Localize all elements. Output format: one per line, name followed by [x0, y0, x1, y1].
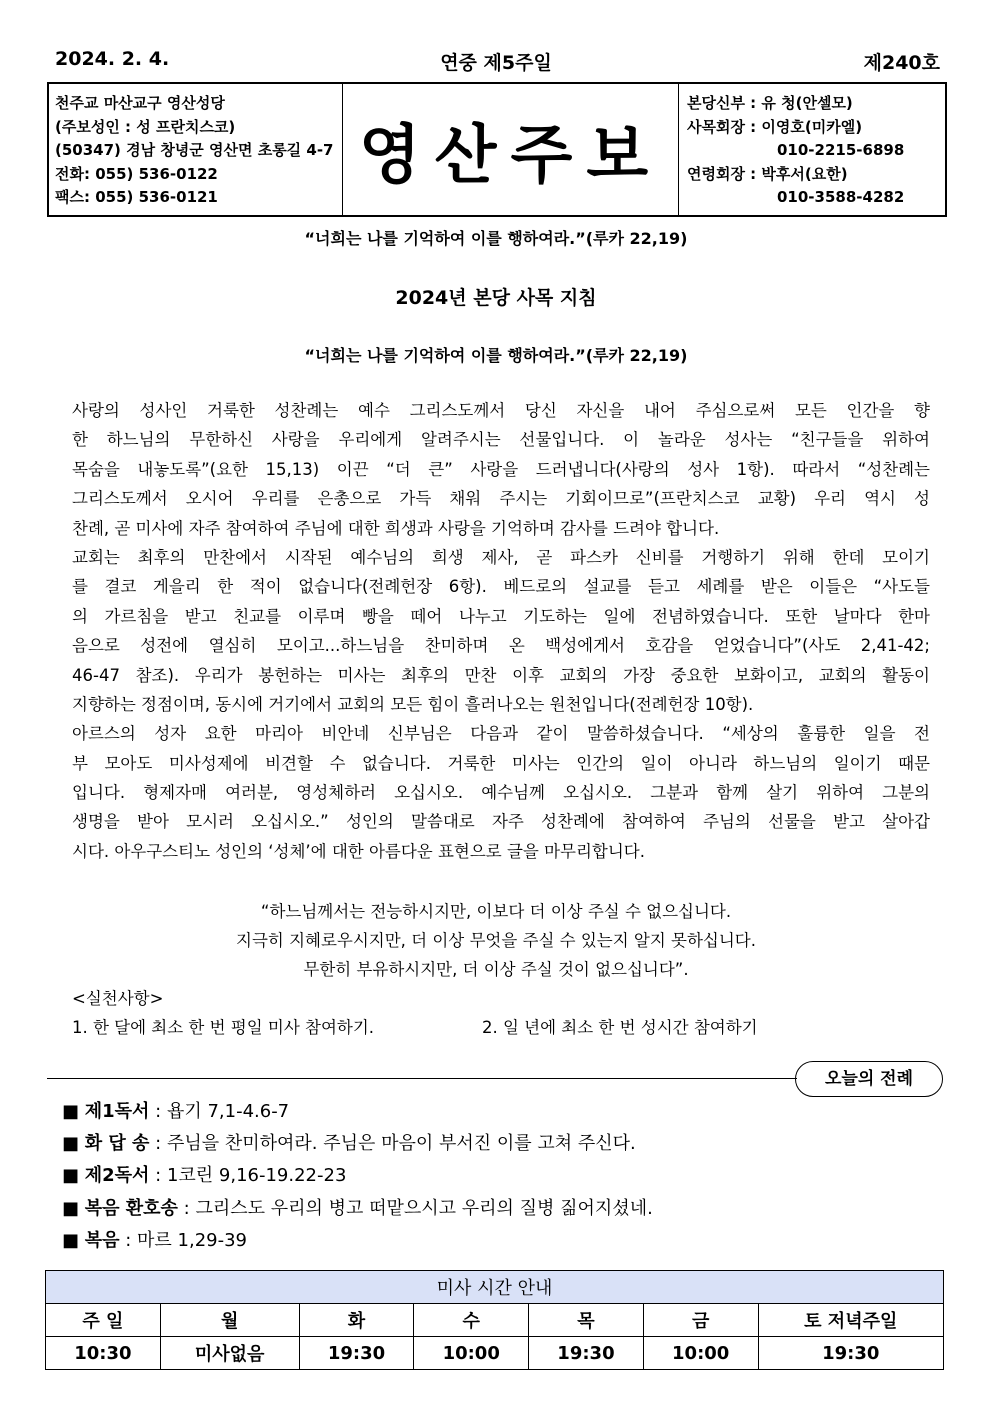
bullet-square-icon: ■	[62, 1197, 85, 1219]
parish-name: 천주교 마산교구 영산성당	[55, 94, 225, 112]
bullet-square-icon: ■	[62, 1229, 85, 1251]
liturgy-readings	[62, 1096, 653, 1257]
gospel-acclamation: ■ 복음 환호송 : 그리스도 우리의 병고 떠맡으시고 우리의 질병 짊어지셨네.	[62, 1197, 653, 1219]
augustine-quote	[0, 897, 992, 984]
mass-time: 19:30	[299, 1337, 414, 1370]
day-header: 월	[160, 1304, 299, 1337]
text-line: 입니다. 형제자매 여러분, 영성체하러 오십시오. 예수님께 오십시오. 그분과 함께 살기 위하여 그분의	[72, 783, 930, 803]
mass-schedule-table	[45, 1270, 944, 1370]
council-president: 사목회장 : 이영호(미카엘)	[687, 117, 863, 136]
table-row	[46, 1337, 944, 1370]
paragraph-1	[72, 396, 930, 866]
text-line: 음으로 성전에 열심히 모이고...하느님을 찬미하며 온 백성에게서 호감을 얻었습니다”(사도 2,41-42;	[72, 636, 930, 656]
day-header: 수	[414, 1304, 529, 1337]
table-row	[46, 1304, 944, 1337]
practice-title: <실천사항>	[72, 989, 164, 1008]
gospel: ■ 복음 : 마르 1,29-39	[62, 1229, 247, 1251]
text-line: 생명을 받아 모시러 오십시오.” 성인의 말씀대로 자주 성찬례에 참여하여 주님의 선물을 받고 살아갑	[72, 812, 930, 832]
day-header: 금	[643, 1304, 758, 1337]
parish-info	[49, 84, 343, 215]
fax: 팩스: 055) 536-0121	[55, 188, 218, 206]
mass-time: 19:30	[529, 1337, 644, 1370]
quote-line: 무한히 부유하시지만, 더 이상 주실 것이 없으십니다”.	[303, 960, 689, 979]
mass-schedule-title: 미사 시간 안내	[46, 1271, 944, 1304]
text-line: 교회는 최후의 만찬에서 시작된 예수님의 희생 제사, 곧 파스카 신비를 거행하기 위해 한데 모이기	[72, 547, 930, 567]
address: (50347) 경남 창녕군 영산면 초롱길 4-7	[55, 141, 334, 159]
reading-1: ■ 제1독서 : 욥기 7,1-4.6-7	[62, 1101, 290, 1122]
day-header: 목	[529, 1304, 644, 1337]
day-header: 주 일	[46, 1304, 161, 1337]
todays-liturgy-badge: 오늘의 전례	[795, 1061, 943, 1097]
elders-president: 연령회장 : 박후서(요한)	[687, 164, 848, 183]
text-line: 목숨을 내놓도록”(요한 15,13) 이끈 “더 큰” 사랑을 드러냅니다(사랑의 성사 1항). 따라서 “성찬례는	[72, 459, 930, 479]
divider	[47, 1078, 797, 1079]
bullet-square-icon: ■	[62, 1101, 85, 1122]
practice-item-1: 1. 한 달에 최소 한 번 평일 미사 참여하기.	[72, 1018, 375, 1037]
motto: “너희는 나를 기억하여 이를 행하여라.”(루카 22,19)	[304, 229, 688, 248]
text-line: 그리스도께서 오시어 우리를 은총으로 가득 채워 주시는 기회이므로”(프란치스코 교황) 우리 역시 성	[72, 489, 930, 509]
text-line: 를 결코 게을리 한 적이 없습니다(전례헌장 6항). 베드로의 설교를 듣고 세례를 받은 이들은 “사도들	[72, 577, 930, 597]
text-line: 부 모아도 미사성제에 비견할 수 없습니다. 거룩한 미사는 인간의 일이 아니라 하느님의 일이기 때문	[72, 753, 930, 773]
staff-info	[679, 84, 945, 215]
day-header: 화	[299, 1304, 414, 1337]
text-line: 시다. 아우구스티노 성인의 ‘성체’에 대한 아름다운 표현으로 글을 마무리합니다.	[72, 841, 645, 861]
masthead-title: 영산주보	[343, 84, 679, 215]
pastor: 본당신부 : 유 청(안셀모)	[687, 94, 853, 112]
mass-time: 10:00	[643, 1337, 758, 1370]
text-line: 아르스의 성자 요한 마리아 비안네 신부님은 다음과 같이 말씀하셨습니다. “세상의 훌륭한 일을 전	[72, 724, 930, 744]
article-subtitle: “너희는 나를 기억하여 이를 행하여라.”(루카 22,19)	[304, 346, 688, 365]
text-line: 사랑의 성사인 거룩한 성찬례는 예수 그리스도께서 당신 자신을 내어 주심으로써 모든 인간을 향	[72, 401, 930, 420]
issue-number: 제240호	[863, 52, 940, 74]
reading-2: ■ 제2독서 : 1코린 9,16-19.22-23	[62, 1165, 347, 1187]
mass-time: 10:00	[414, 1337, 529, 1370]
patron-saint: (주보성인 : 성 프란치스코)	[55, 117, 236, 136]
psalm: ■ 화 답 송 : 주님을 찬미하여라. 주님은 마음이 부서진 이를 고쳐 주신다.	[62, 1133, 636, 1155]
masthead-box	[47, 82, 947, 217]
mass-time: 10:30	[46, 1337, 161, 1370]
text-line: 찬례, 곧 미사에 자주 참여하여 주님에 대한 희생과 사랑을 기억하며 감사를 드려야 합니다.	[72, 518, 720, 538]
article-title: 2024년 본당 사목 지침	[395, 287, 597, 309]
quote-line: 지극히 지혜로우시지만, 더 이상 무엇을 주실 수 있는지 알지 못하십니다.	[236, 931, 756, 950]
date: 2024. 2. 4.	[55, 48, 170, 70]
elders-phone: 010-3588-4282	[777, 188, 905, 206]
mass-time: 미사없음	[160, 1337, 299, 1370]
phone: 전화: 055) 536-0122	[55, 164, 218, 183]
text-line: 의 가르침을 받고 친교를 이루며 빵을 떼어 나누고 기도하는 일에 전념하였습니다. 또한 날마다 한마	[72, 606, 930, 626]
quote-line: “하느님께서는 전능하시지만, 이보다 더 이상 주실 수 없으십니다.	[260, 902, 732, 921]
bullet-square-icon: ■	[62, 1165, 85, 1187]
practice-item-2: 2. 일 년에 최소 한 번 성시간 참여하기	[482, 1018, 758, 1037]
text-line: 지향하는 정점이며, 동시에 거기에서 교회의 모든 힘이 흘러나오는 원천입니다(전례헌장 10항).	[72, 694, 754, 714]
liturgical-week: 연중 제5주일	[440, 52, 552, 74]
council-phone: 010-2215-6898	[777, 141, 905, 159]
text-line: 46-47 참조). 우리가 봉헌하는 미사는 최후의 만찬 이후 교회의 가장 중요한 보화이고, 교회의 활동이	[72, 665, 930, 685]
text-line: 한 하느님의 무한하신 사랑을 우리에게 알려주시는 선물입니다. 이 놀라운 성사는 “친구들을 위하여	[72, 430, 930, 450]
bullet-square-icon: ■	[62, 1133, 85, 1155]
mass-time: 19:30	[758, 1337, 943, 1370]
day-header: 토 저녁주일	[758, 1304, 943, 1337]
